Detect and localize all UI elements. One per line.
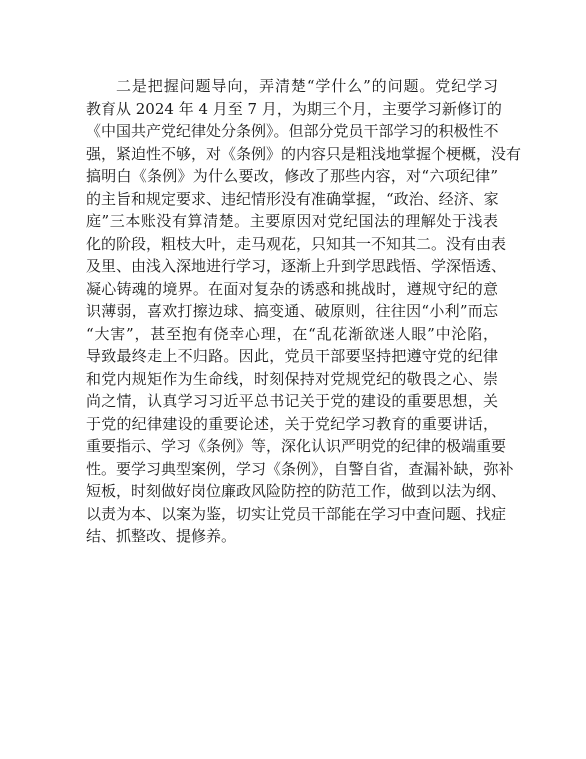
paragraph-line: 以责为本、以案为鉴，切实让党员干部能在学习中查问题、找症 (86, 504, 507, 523)
paragraph-line: “大害”，甚至抱有侥幸心理，在“乱花渐欲迷人眼”中沦陷， (86, 324, 498, 343)
paragraph-line: 化的阶段，粗枝大叶，走马观花，只知其一不知其二。没有由表 (86, 234, 507, 253)
paragraph-line: 性。要学习典型案例，学习《条例》，自警自省，查漏补缺，弥补 (86, 459, 514, 478)
paragraph-line: 短板，时刻做好岗位廉政风险防控的防范工作，做到以法为纲、 (86, 482, 507, 500)
paragraph-line: 教育从 2024 年 4 月至 7 月，为期三个月，主要学习新修订的 (86, 99, 502, 118)
paragraph-line: 强，紧迫性不够，对《条例》的内容只是粗浅地掌握个梗概，没有 (86, 144, 522, 163)
paragraph-line: 尚之情，认真学习习近平总书记关于党的建设的重要思想，关 (86, 392, 498, 410)
paragraph-line: 的主旨和规定要求、违纪情形没有准确掌握，“政治、经济、家 (86, 189, 499, 208)
paragraph-line: 识薄弱，喜欢打擦边球、搞变通、破原则，往往因“小利”而忘 (86, 302, 498, 320)
paragraph-line: 《中国共产党纪律处分条例》。但部分党员干部学习的积极性不 (86, 122, 499, 140)
paragraph-line: 凝心铸魂的境界。在面对复杂的诱惑和挑战时，遵规守纪的意 (86, 279, 498, 298)
paragraph-line: 二是把握问题导向，弄清楚“学什么”的问题。党纪学习 (116, 77, 498, 95)
paragraph-line: 和党内规矩作为生命线，时刻保持对党规党纪的敬畏之心、崇 (86, 369, 498, 388)
body-paragraph (86, 75, 522, 548)
paragraph-line: 庭”三本账没有算清楚。主要原因对党纪国法的理解处于浅表 (86, 212, 498, 230)
paragraph-line: 于党的纪律建设的重要论述，关于党纪学习教育的重要讲话， (86, 414, 498, 433)
paragraph-line: 结、抓整改、提修养。 (86, 527, 237, 545)
paragraph-line: 搞明白《条例》为什么要改，修改了那些内容，对“六项纪律” (86, 167, 498, 185)
paragraph-line: 导致最终走上不归路。因此，党员干部要坚持把遵守党的纪律 (86, 347, 498, 365)
paragraph-line: 及里、由浅入深地进行学习，逐渐上升到学思践悟、学深悟透、 (86, 257, 507, 275)
paragraph-line: 重要指示、学习《条例》等，深化认识严明党的纪律的极端重要 (86, 437, 507, 455)
